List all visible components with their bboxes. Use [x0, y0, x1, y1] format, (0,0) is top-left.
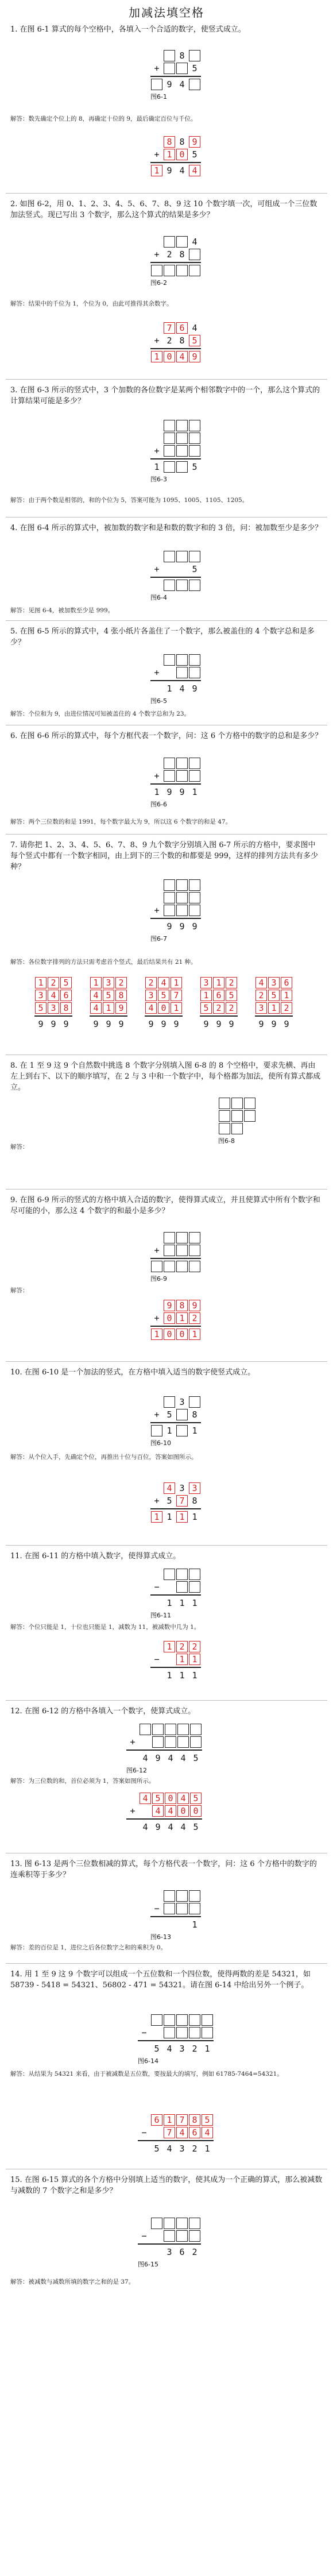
- solution-11: 解答：个位只能是 1，十位也只能是 1，减数为 11，被减数中几为 1。: [10, 1624, 200, 1631]
- problem-4: 4. 在图 6-4 所示的算式中，被加数的数字和是和数的数字和的 3 倍，问：被加数至少是多少？: [10, 524, 323, 532]
- problem-7: 7. 请你把 1、2、3、4、5、6、7、8、9 九个数字分别填入图 6-7 所示的方格中，要求图中每个竖式中都有一个数字相同，由上到下的三个数的和都要是 999，这样的排列方法共有多少种？: [10, 841, 318, 871]
- figure-6-6: + 1 9 9 1 图6-6: [150, 757, 201, 809]
- problem-5: 5. 在图 6-5 所示的算式中，4 张小纸片各盖住了一个数字，那么被盖住的 4 个数字总和是多少？: [10, 627, 315, 647]
- figure-6-1: 8 + 5 9 4 图6-1: [150, 49, 201, 101]
- figure-6-11-answer: 1 2 2 − 1 1 1 1 1: [150, 1640, 201, 1682]
- problem-9: 9. 在图 6-9 所示的竖式的方格中填入合适的数字，使得算式成立，并且使算式中所有个数字和尽可能的小，那么这 4 个数字的和最小是多少？: [10, 1196, 320, 1215]
- figure-6-2: 4 + 2 8 图6-2: [150, 235, 201, 287]
- solution-15: 解答：被减数与减数所填的数字之和的是 37。: [10, 2278, 135, 2285]
- solution-5: 解答：个位和为 9，由进位情况可知被盖住的 4 个数字总和为 23。: [10, 710, 191, 717]
- solution-9: 解答：: [10, 1287, 29, 1294]
- figure-6-9-answer: 9 8 9 + 0 1 2 1 0 0 1: [150, 1299, 201, 1341]
- problem-10: 10. 在图 6-10 是一个加法的竖式，在方格中填入适当的数字使竖式成立。: [10, 1368, 255, 1377]
- solution-10: 解答：从个位入手，先确定个位，再推出十位与百位，答案如图所示。: [10, 1454, 198, 1461]
- figure-6-5: + 1 4 9 图6-5: [150, 654, 201, 705]
- solution-8: 解答：: [10, 1144, 29, 1150]
- solution-7: 解答：各位数字排列的方法只需考虑首个竖式，最后结果共有 21 种。: [10, 959, 197, 965]
- problem-2: 2. 如图 6-2，用 0、1、2、3、4、5、6、7、8、9 这 10 个数字填一次，可组成一个三位数加法竖式。现已写出 3 个数字，那么这个算式的结果是多少？: [10, 200, 317, 219]
- figure-6-14-answer: 6 1 7 8 5 − 7 4 6 4 5 4 3 2 1: [138, 2114, 214, 2155]
- figure-6-2-answer: 7 6 4 + 2 8 5 1 0 4 9: [150, 322, 201, 363]
- solution-2: 解答：结果中的千位为 1，个位为 0，由此可推得其余数字。: [10, 300, 173, 307]
- figure-6-11: − 1 1 1 图6-11: [150, 1568, 201, 1620]
- problem-6: 6. 在图 6-6 所示的算式中，每个方框代表一个数字，问：这 6 个方格中的数字的总和是多少？: [10, 732, 323, 740]
- figure-6-1-answer: 8 8 9 + 1 0 5 1 9 4 4: [150, 136, 201, 177]
- figure-6-14: − 5 4 3 2 1 图6-14: [138, 2014, 214, 2065]
- page-title: 加减法填空格: [129, 6, 204, 20]
- figure-6-3: + 1 5 图6-3: [150, 419, 201, 484]
- figure-6-7: + 9 9 9 图6-7: [150, 879, 201, 943]
- problem-12: 12. 在图 6-12 的方格中各填入一个数字，使算式成立。: [10, 1707, 196, 1716]
- figure-6-12-answer: 4 5 0 4 5 + 4 4 0 0 4 9 4 4 5: [126, 1792, 202, 1833]
- solution-13: 解答：差的百位是 1，进位之后各位数字之和的乘积为 0。: [10, 1944, 167, 1951]
- figure-6-8: 图6-8: [218, 1097, 256, 1145]
- figure-6-15: − 3 6 2 图6-15: [138, 2217, 201, 2269]
- solution-3: 解答：由于两个数是相邻的，和的个位为 5，答案可能为 1095、1005、1105、1205。: [10, 497, 249, 504]
- solution-14: 解答：从结果为 54321 来看，由于被减数是五位数，要按最大的填写，例如 61785-7464=54321。: [10, 2071, 283, 2077]
- figure-6-10: 3 + 5 8 1 1 图6-10: [150, 1396, 201, 1447]
- solution-12: 解答：为三位数的和，首位必须为 1，答案如图所示。: [10, 1778, 155, 1785]
- problem-3: 3. 在图 6-3 所示的竖式中，3 个加数的各位数字是某两个相邻数字中的一个，那么这个算式的计算结果可能是多少？: [10, 386, 320, 405]
- solution-6: 解答：两个三位数的和是 1991，每个数字最大为 9，所以这 6 个数字的和是 47。: [10, 818, 232, 825]
- figure-caption: 图6-1: [150, 92, 167, 101]
- figure-6-13: − 1 图6-13: [150, 1890, 201, 1941]
- problem-15: 15. 在图 6-15 算式的各个方格中分别填上适当的数字，使其成为一个正确的算式，那么被减数与减数的 7 个数字之和是多少？: [10, 2176, 323, 2195]
- problem-14: 14. 用 1 至 9 这 9 个数字可以组成一个五位数和一个四位数，使得两数的差是 54321，如 58739 - 5418 = 54321、56802 - 471 = 54321。请在图 6-14 中给出另外一个例子。: [10, 1970, 311, 1990]
- figure-6-7-answers: 1 2 5 3 4 6 5 3 8 9 9 9 1 3 2 4 5 8 4 1 9 9 9 9 2 4 1 3 5 7 4 0 1 9 9 9 3 1 2 1 6 5 5 2 2 9 9 9 4 3 6 2 5 1 3 1 2 9 9 9: [34, 976, 293, 1030]
- figure-6-9: + 图6-9: [150, 1231, 201, 1283]
- problem-1: [10, 24, 323, 35]
- solution-4: 解答：见图 6-4，被加数至少是 999。: [10, 607, 114, 614]
- problem-8: 8. 在 1 至 9 这 9 个自然数中挑选 8 个数字分别填入图 6-8 的 8 个空格中，要求先横、再由左上到右下、以下的顺序填写，在 2 与 3 中和一个数字中，每个格都为加法，使所有算式都成立。: [10, 1061, 321, 1092]
- figure-6-12: + 4 9 4 4 5 图6-12: [126, 1723, 202, 1775]
- solution-1: 解答：数先确定个位上的 8，再确定十位的 9，最后确定百位与千位。: [10, 115, 197, 122]
- problem-13: 13. 图 6-13 是两个三位数相减的算式，每个方格代表一个数字，问：这 6 个方格中的数字的连乘积等于多少？: [10, 1860, 317, 1879]
- figure-6-10-answer: 4 3 3 + 5 7 8 1 1 1 1: [150, 1482, 201, 1523]
- figure-6-4: + 5 图6-4: [150, 550, 201, 602]
- problem-11: 11. 在图 6-11 的方格中填入数字，使得算式成立。: [10, 1552, 181, 1561]
- problem-text: 1. 在图 6-1 算式的每个空格中，各填入一个合适的数字，使竖式成立。: [10, 25, 246, 34]
